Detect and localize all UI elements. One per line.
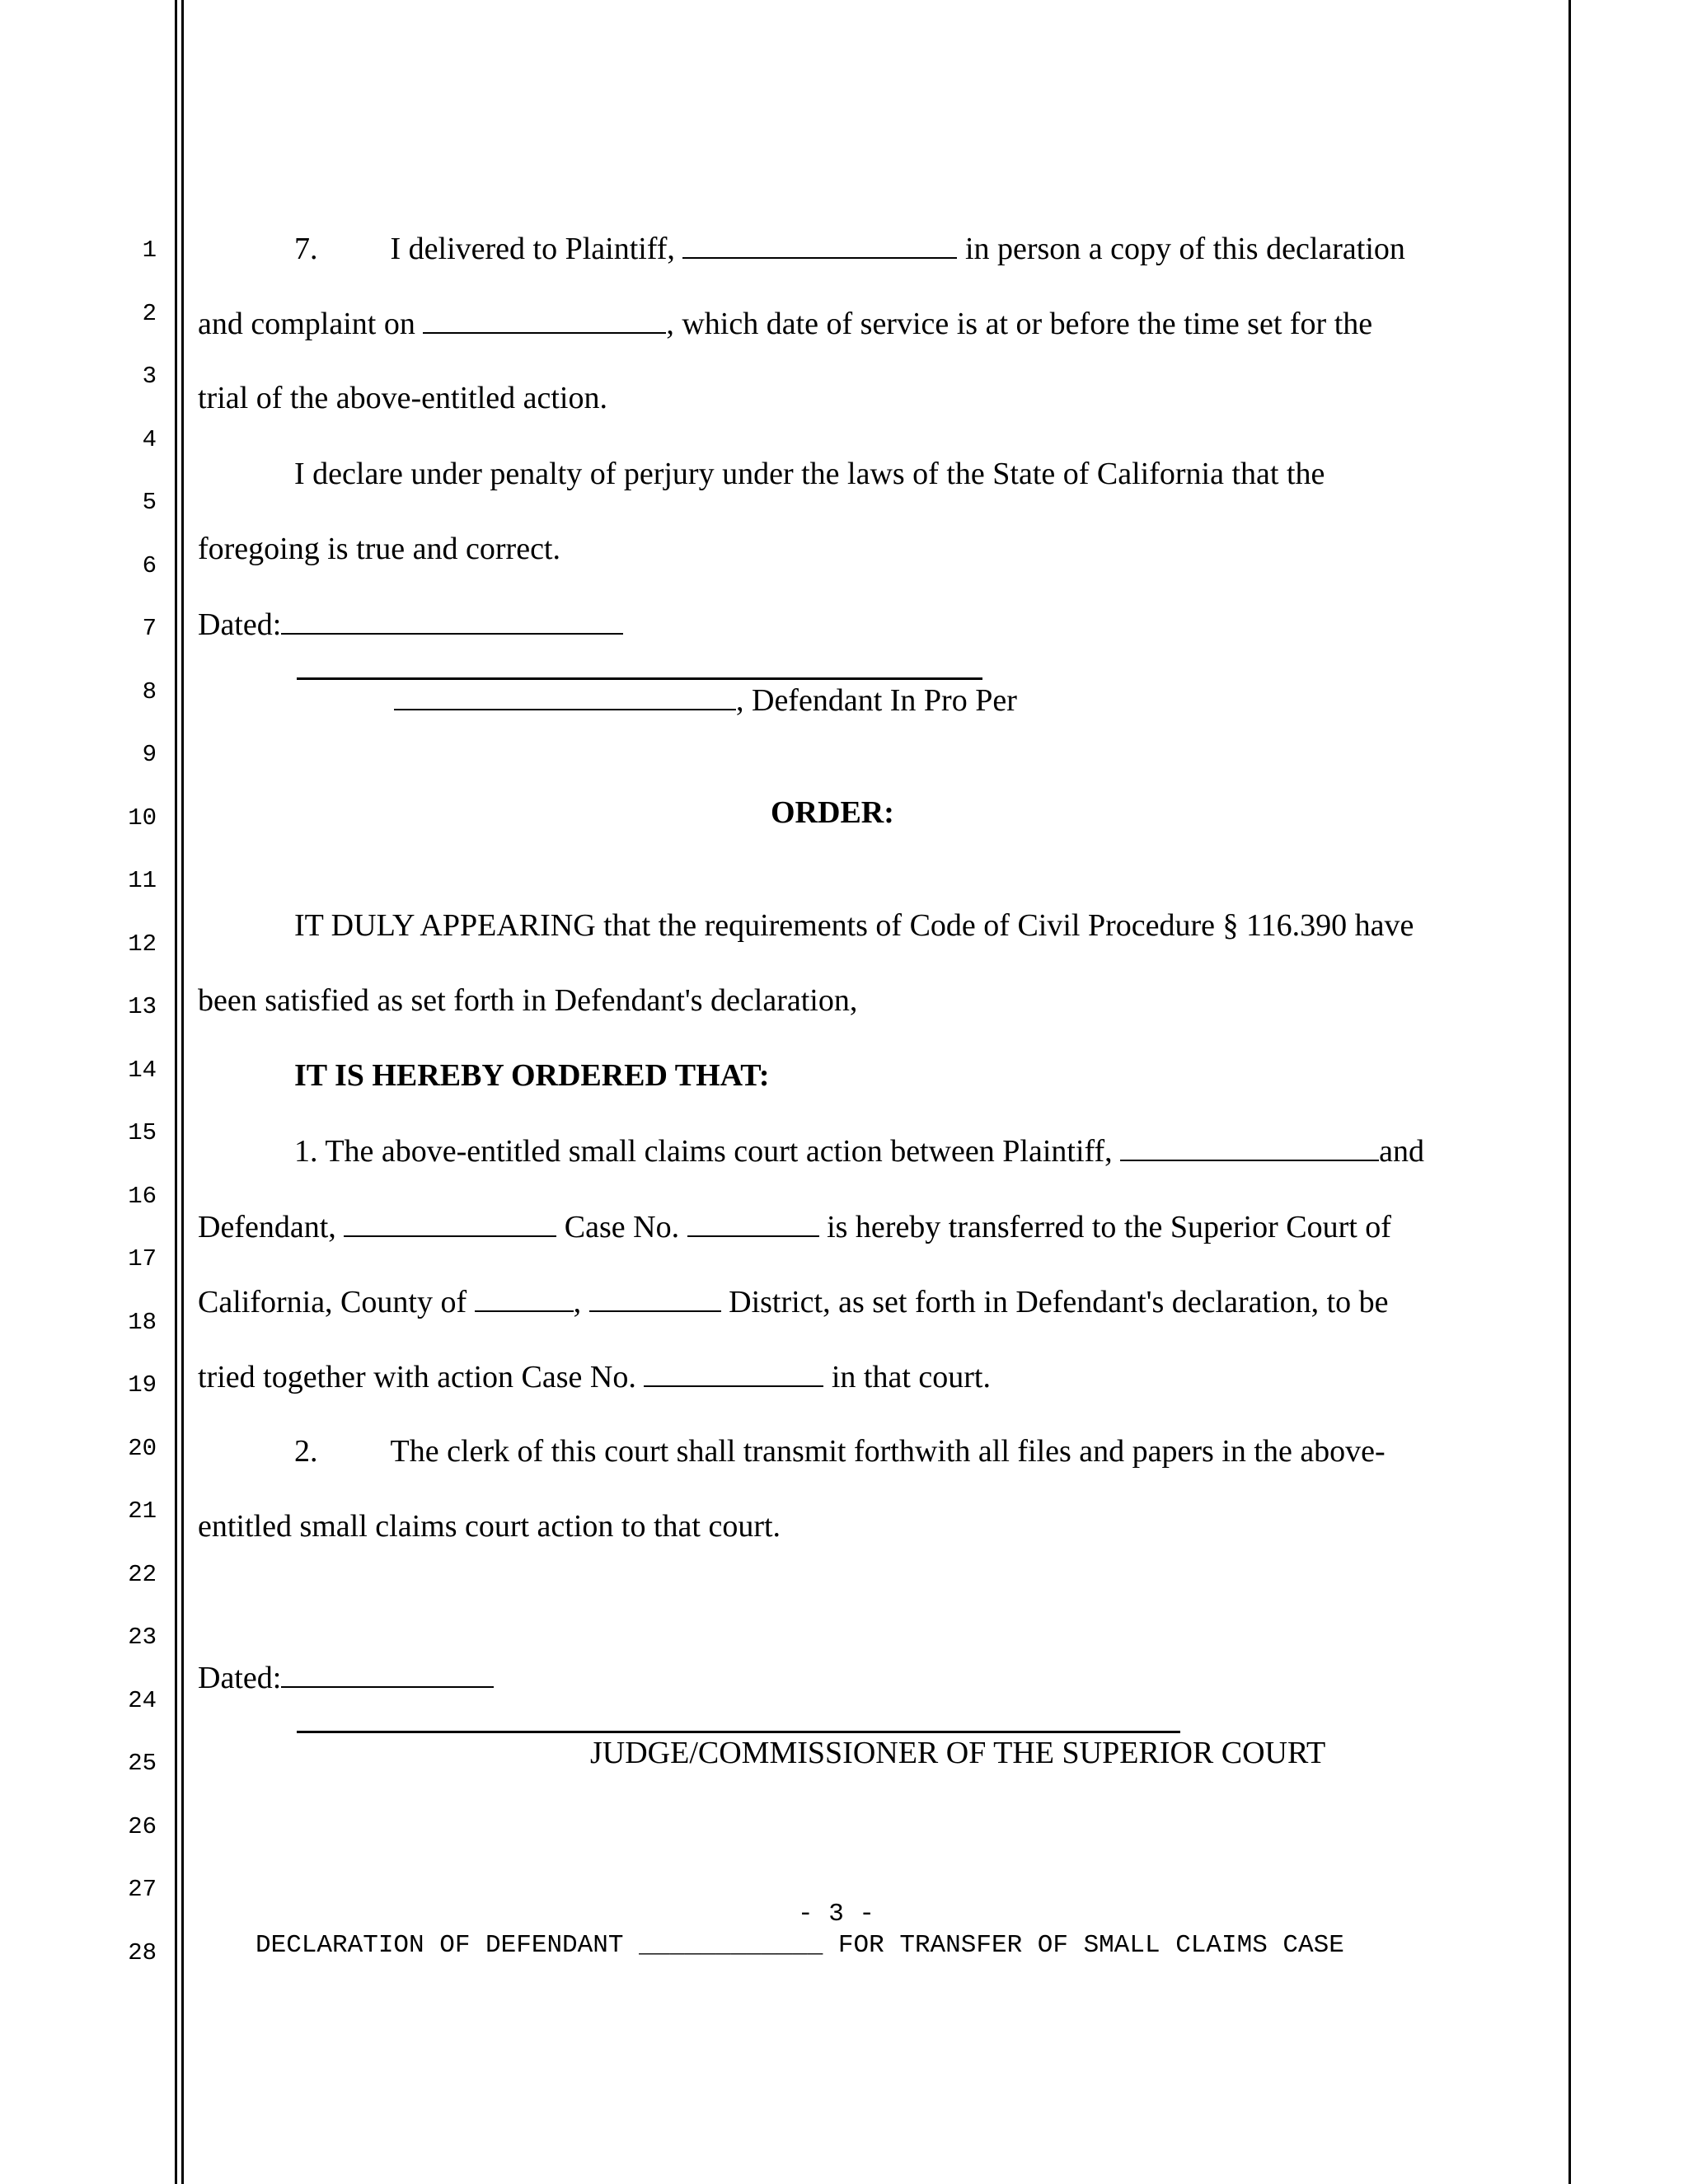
order-item-1-line-1: 1. The above-entitled small claims court action between Plaintiff, and — [294, 1132, 1424, 1170]
footer-title-blank: ____________ — [639, 1931, 823, 1960]
line-number: 3 — [142, 363, 157, 390]
line-number: 8 — [142, 677, 157, 705]
declaration-date-blank — [281, 605, 623, 635]
line-number: 18 — [128, 1308, 157, 1336]
defendant-name-blank — [394, 681, 736, 710]
hereby-ordered-heading: IT IS HEREBY ORDERED THAT: — [294, 1058, 770, 1093]
declaration-dated-line — [198, 605, 623, 644]
order-date-blank — [281, 1658, 494, 1688]
declaration-dated-label: Dated: — [198, 607, 282, 642]
order-heading: ORDER: — [771, 795, 894, 830]
order-plaintiff-blank — [1120, 1132, 1379, 1161]
order-dated-line — [198, 1658, 494, 1697]
order-item-1-line-4: tried together with action Case No. in that court. — [198, 1357, 991, 1396]
line-number: 10 — [128, 804, 157, 832]
order-item-1-line-3: California, County of , District, as set forth in Defendant's declaration, to be — [198, 1282, 1389, 1321]
district-blank — [589, 1282, 721, 1312]
superior-court-case-number-blank — [644, 1357, 823, 1387]
line-number: 20 — [128, 1434, 157, 1462]
line-number: 26 — [128, 1812, 157, 1840]
footer-title: DECLARATION OF DEFENDANT ____________ FOR TRANSFER OF SMALL CLAIMS CASE — [256, 1931, 1344, 1960]
line-number: 22 — [128, 1560, 157, 1588]
order-defendant-blank — [344, 1207, 556, 1237]
perjury-statement-line-1: I declare under penalty of perjury under the laws of the State of California that the — [294, 457, 1325, 491]
defendant-in-pro-per-label: , Defendant In Pro Per — [736, 683, 1017, 718]
judge-signature-line — [297, 1731, 1180, 1733]
line-number: 23 — [128, 1624, 157, 1651]
line-number: 28 — [128, 1938, 157, 1966]
paragraph-7-line-3: trial of the above-entitled action. — [198, 381, 607, 415]
perjury-statement-line-2: foregoing is true and correct. — [198, 532, 560, 566]
paragraph-7-line-1: 7. I delivered to Plaintiff, in person a copy of this declaration — [294, 229, 1405, 268]
county-blank — [475, 1282, 574, 1312]
line-number: 25 — [128, 1750, 157, 1777]
line-number: 16 — [128, 1182, 157, 1210]
order-item-2-line-2: entitled small claims court action to that court. — [198, 1509, 781, 1544]
line-number: 21 — [128, 1497, 157, 1525]
plaintiff-name-blank — [682, 229, 957, 259]
order-appearing-line-2: been satisfied as set forth in Defendant's declaration, — [198, 983, 858, 1018]
line-number: 2 — [142, 299, 157, 327]
left-margin-rule-inner — [181, 0, 184, 2184]
line-number: 13 — [128, 993, 157, 1020]
order-item-1-line-2: Defendant, Case No. is hereby transferred to the Superior Court of — [198, 1207, 1391, 1246]
line-number: 11 — [128, 867, 157, 894]
line-number: 14 — [128, 1056, 157, 1084]
line-number: 4 — [142, 425, 157, 453]
small-claims-case-number-blank — [687, 1207, 819, 1237]
defendant-signature-line — [297, 677, 982, 680]
order-item-2-line-1: 2. The clerk of this court shall transmit forthwith all files and papers in the above- — [294, 1434, 1386, 1469]
page-number: - 3 - — [798, 1900, 875, 1929]
line-number: 5 — [142, 489, 157, 516]
judge-caption: JUDGE/COMMISSIONER OF THE SUPERIOR COURT — [590, 1736, 1326, 1770]
line-number: 15 — [128, 1119, 157, 1146]
line-number: 9 — [142, 741, 157, 768]
line-number: 7 — [142, 615, 157, 642]
order-item-2-number: 2. — [294, 1434, 318, 1469]
order-dated-label: Dated: — [198, 1661, 282, 1695]
line-number: 24 — [128, 1686, 157, 1714]
left-margin-rule-outer — [175, 0, 177, 2184]
line-number: 19 — [128, 1371, 157, 1399]
right-margin-rule — [1568, 0, 1571, 2184]
line-number: 12 — [128, 930, 157, 958]
line-number: 17 — [128, 1245, 157, 1272]
line-number: 27 — [128, 1876, 157, 1903]
paragraph-7-line-2: and complaint on , which date of service is at or before the time set for the — [198, 304, 1372, 343]
line-number: 6 — [142, 551, 157, 579]
paragraph-7-number: 7. — [294, 232, 318, 266]
service-date-blank — [423, 304, 666, 334]
order-appearing-line-1: IT DULY APPEARING that the requirements of Code of Civil Procedure § 116.390 have — [294, 908, 1414, 943]
line-number: 1 — [142, 237, 157, 264]
defendant-name-line — [394, 681, 1017, 719]
